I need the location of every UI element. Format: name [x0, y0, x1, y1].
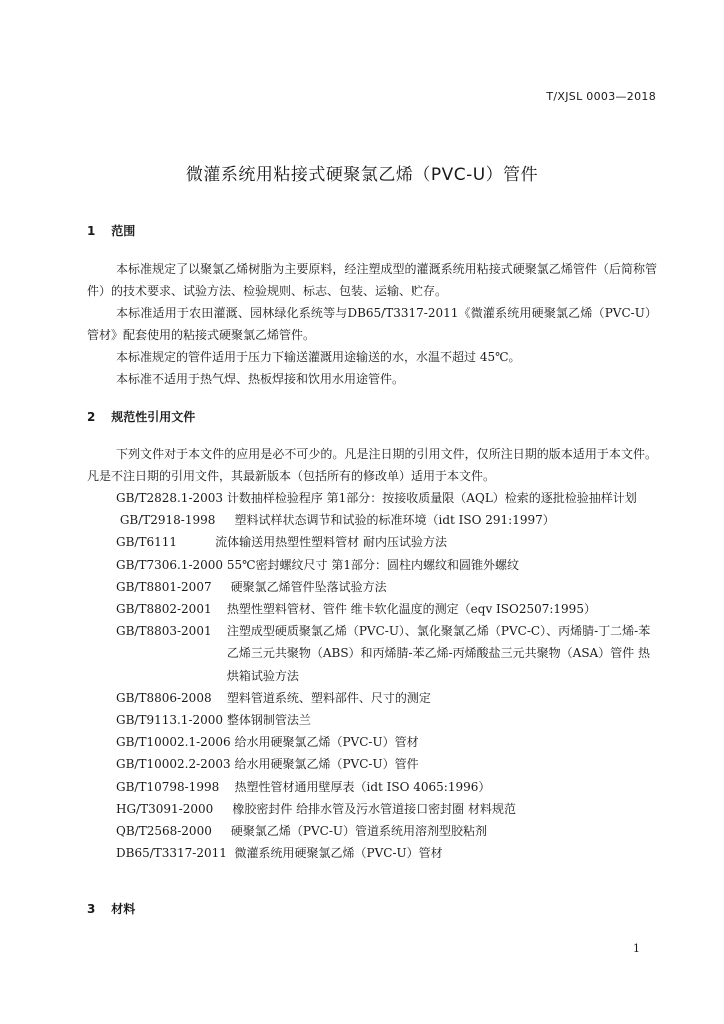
reference-item — [87, 753, 662, 775]
reference-title: 橡胶密封件 给排水管及污水管道接口密封圈 材料规范 — [232, 801, 516, 816]
section-number: 1 — [87, 224, 96, 238]
reference-item — [87, 842, 662, 864]
section-1-heading — [87, 222, 135, 239]
reference-title: 硬聚氯乙烯（PVC-U）管道系统用溶剂型胶粘剂 — [230, 824, 488, 839]
reference-title: 55℃密封螺纹尺寸 第1部分：圆柱内螺纹和圆锥外螺纹 — [226, 557, 520, 572]
reference-item — [87, 709, 662, 731]
section-title: 材料 — [111, 902, 136, 916]
reference-title: 给水用硬聚氯乙烯（PVC-U）管材 — [234, 735, 419, 750]
reference-code: GB/T9113.1-2000 — [116, 713, 227, 728]
reference-item — [87, 731, 662, 753]
scope-paragraph-4: 本标准不适用于热气焊、热板焊接和饮用水用途管件。 — [116, 372, 405, 386]
reference-title: 塑料管道系统、塑料部件、尺寸的测定 — [226, 690, 431, 705]
reference-title: 注塑成型硬质聚氯乙烯（PVC-U）、氯化聚氯乙烯（PVC-C）、丙烯腈-丁二烯-苯乙烯三元共聚物（ABS）和丙烯腈-苯乙烯-丙烯酸盐三元共聚物（ASA）管件 热烘箱试验方法 — [226, 624, 651, 683]
reference-item — [87, 576, 662, 598]
document-title: 微灌系统用粘接式硬聚氯乙烯（PVC-U）管件 — [185, 165, 539, 185]
section-title: 范围 — [111, 224, 136, 238]
reference-code: QB/T2568-2000 — [116, 824, 231, 839]
reference-item — [87, 620, 662, 687]
page-number: 1 — [633, 942, 640, 955]
reference-code: GB/T2918-1998 — [116, 513, 235, 528]
reference-item — [87, 687, 662, 709]
reference-item — [87, 509, 662, 531]
reference-item — [87, 776, 662, 798]
reference-code: HG/T3091-2000 — [116, 801, 233, 816]
reference-code: GB/T6111 — [116, 535, 216, 550]
reference-item — [87, 554, 662, 576]
reference-title: 给水用硬聚氯乙烯（PVC-U）管件 — [234, 757, 419, 772]
reference-code: GB/T8801-2007 — [116, 579, 231, 594]
reference-code: GB/T8806-2008 — [116, 690, 227, 705]
section-3-heading — [87, 900, 135, 917]
standard-code: T/XJSL 0003—2018 — [546, 90, 656, 103]
scope-paragraph-2: 本标准适用于农田灌溉、园林绿化系统等与DB65/T3317-2011《微灌系统用硬聚氯乙烯（PVC-U）管材》配套使用的粘接式硬聚氯乙烯管件。 — [87, 306, 657, 342]
reference-list — [87, 487, 662, 864]
reference-code: GB/T8802-2001 — [116, 602, 227, 617]
section-2-heading — [87, 408, 195, 425]
reference-item — [87, 531, 662, 553]
reference-code: GB/T10002.2-2003 — [116, 757, 235, 772]
reference-code: GB/T7306.1-2000 — [116, 557, 227, 572]
reference-title: 塑料试样状态调节和试验的标准环境（idt ISO 291:1997） — [234, 513, 555, 528]
reference-title: 整体钢制管法兰 — [226, 713, 311, 728]
reference-title: 热塑性管材通用壁厚表（idt ISO 4065:1996） — [234, 779, 491, 794]
reference-item — [87, 798, 662, 820]
reference-title: 流体输送用热塑性塑料管材 耐内压试验方法 — [215, 535, 447, 550]
reference-title: 计数抽样检验程序 第1部分：按接收质量限（AQL）检索的逐批检验抽样计划 — [226, 491, 637, 505]
section-number: 3 — [87, 902, 96, 916]
section-number: 2 — [87, 410, 96, 424]
reference-code: GB/T10798-1998 — [116, 779, 235, 794]
reference-code: GB/T2828.1-2003 — [116, 491, 227, 505]
reference-title: 热塑性塑料管材、管件 维卡软化温度的测定（eqv ISO2507:1995） — [226, 602, 596, 617]
reference-code: GB/T8803-2001 — [116, 624, 227, 639]
reference-title: 硬聚氯乙烯管件坠落试验方法 — [230, 579, 387, 594]
reference-item — [87, 820, 662, 842]
reference-item — [87, 598, 662, 620]
section-title: 规范性引用文件 — [111, 410, 196, 424]
references-intro: 下列文件对于本文件的应用是必不可少的。凡是注日期的引用文件，仅所注日期的版本适用于本文件。凡是不注日期的引用文件，其最新版本（包括所有的修改单）适用于本文件。 — [87, 447, 657, 483]
scope-paragraph-1: 本标准规定了以聚氯乙烯树脂为主要原料，经注塑成型的灌溉系统用粘接式硬聚氯乙烯管件（后简称管件）的技术要求、试验方法、检验规则、标志、包装、运输、贮存。 — [87, 262, 657, 298]
reference-title: 微灌系统用硬聚氯乙烯（PVC-U）管材 — [234, 846, 443, 861]
reference-code: GB/T10002.1-2006 — [116, 735, 235, 750]
reference-item — [87, 487, 662, 509]
reference-code: DB65/T3317-2011 — [116, 846, 235, 861]
scope-paragraph-3: 本标准规定的管件适用于压力下输送灌溉用途输送的水，水温不超过 45℃。 — [116, 350, 521, 364]
